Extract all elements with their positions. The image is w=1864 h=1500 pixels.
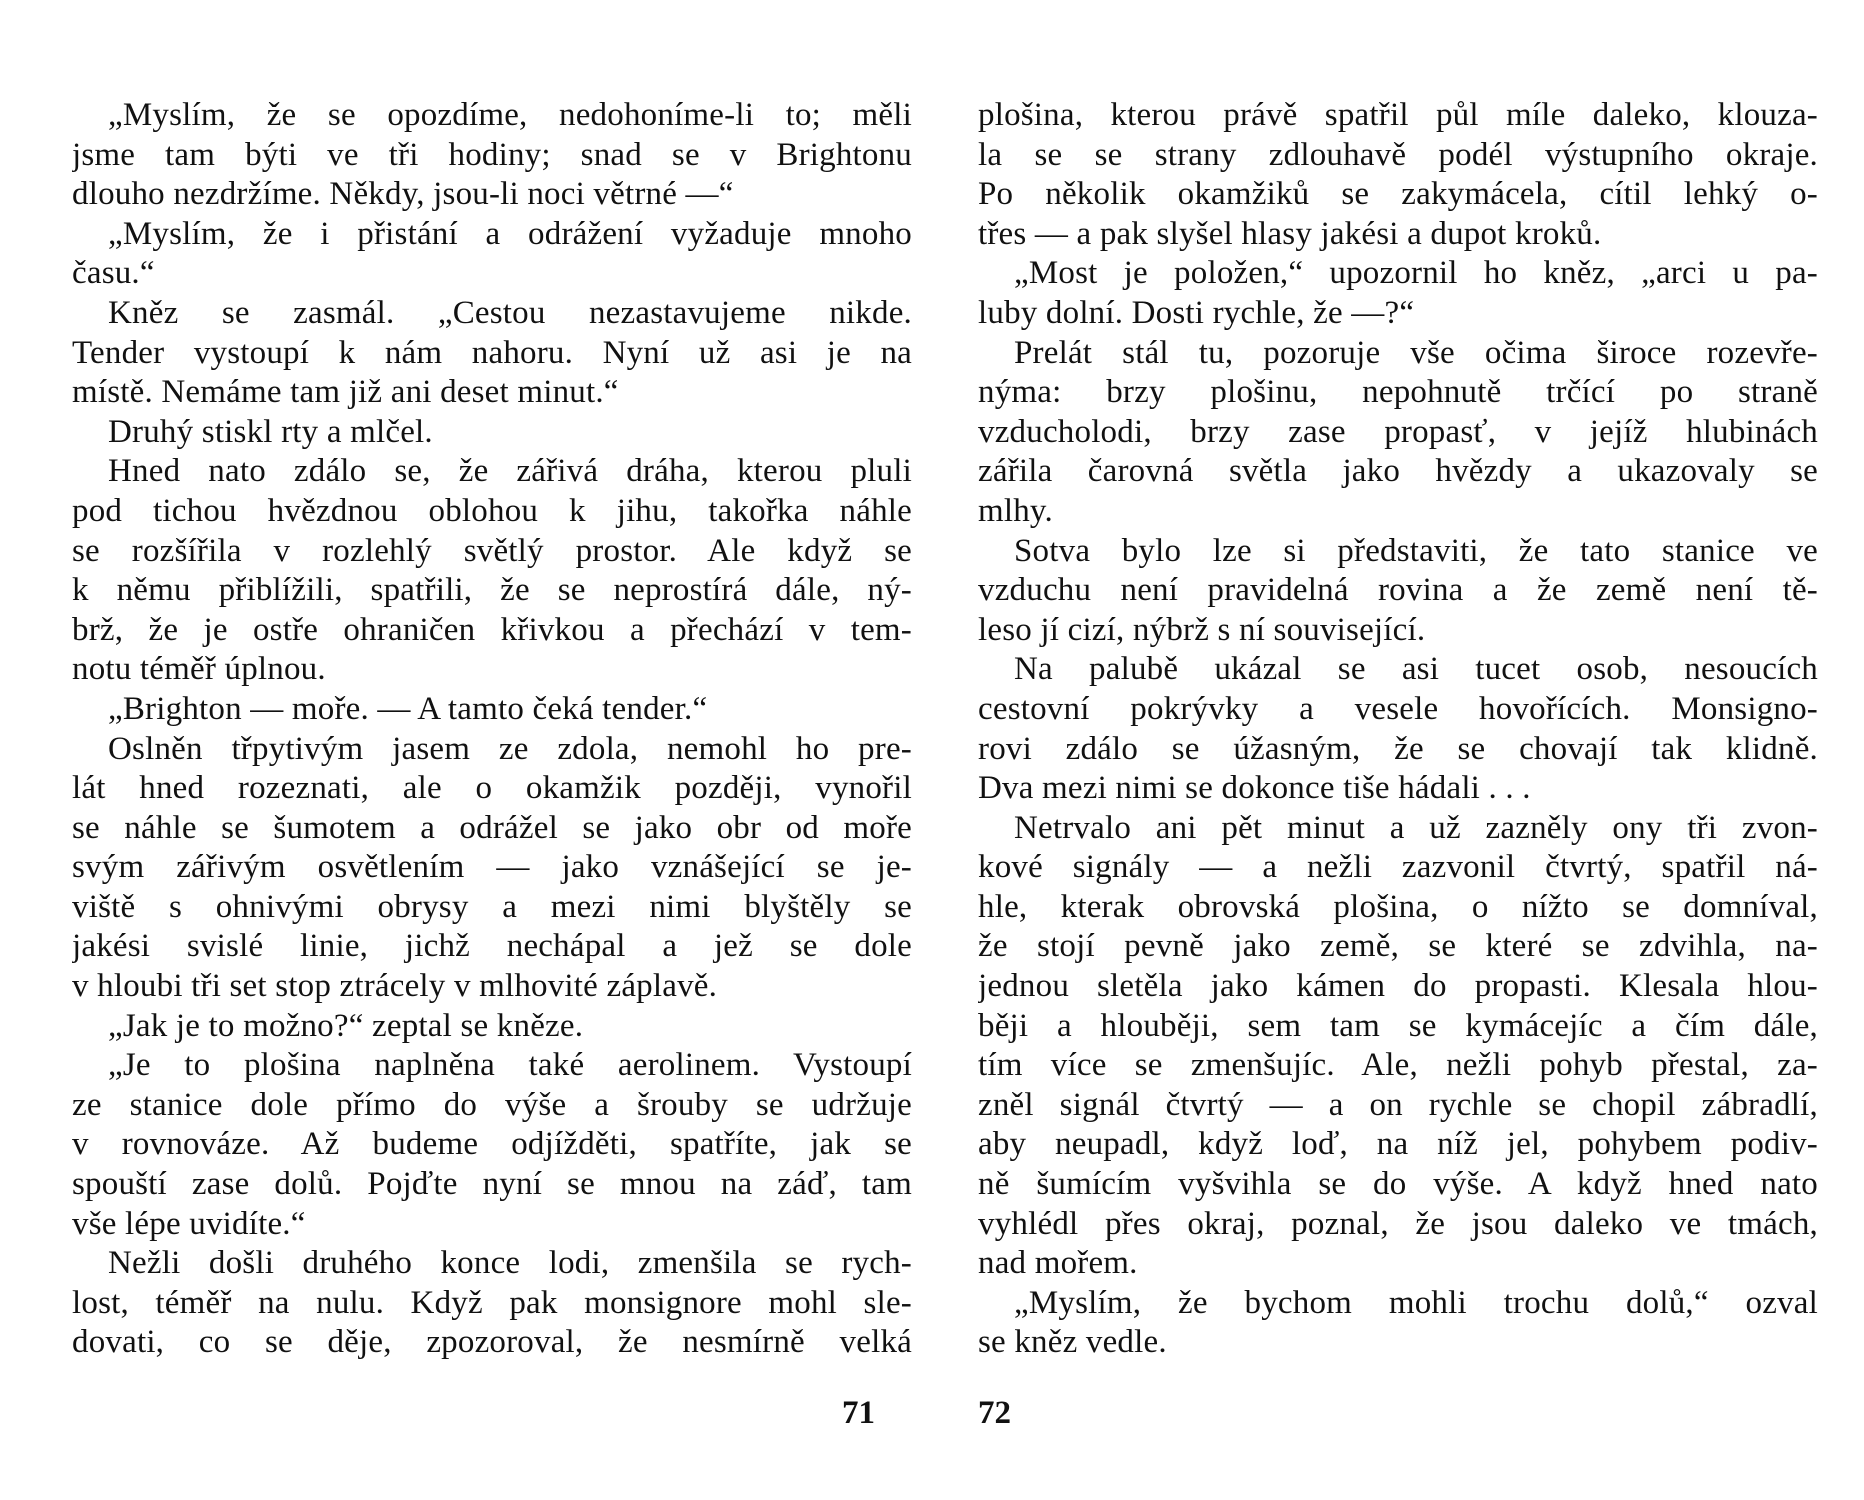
text-line: plošina, kterou právě spatřil půl míle daleko, klouza- bbox=[978, 97, 1818, 133]
text-line: v rovnováze. Až budeme odjížděti, spatříte, jak se bbox=[72, 1126, 912, 1163]
text-line: dovati, co se děje, zpozoroval, že nesmírně velká bbox=[72, 1324, 912, 1361]
text-line: nad mořem. bbox=[978, 1245, 1138, 1282]
text-line: Netrvalo ani pět minut a už zazněly ony tři zvon- bbox=[1014, 809, 1818, 846]
text-line: la se se strany zdlouhavě podél výstupního okraje. bbox=[978, 136, 1818, 173]
text-line: cestovní pokrývky a vesele hovořících. Monsigno- bbox=[978, 690, 1818, 727]
text-line: vyhlédl přes okraj, poznal, že jsou daleko ve tmách, bbox=[978, 1205, 1818, 1242]
text-line: vzducholodi, brzy zase propasť, v jejíž hlubinách bbox=[978, 413, 1818, 450]
text-line: Na palubě ukázal se asi tucet osob, nesoucích bbox=[1014, 651, 1818, 688]
right-page bbox=[978, 96, 1818, 1363]
text-line: Oslněn třpytivým jasem ze zdola, nemohl ho pre- bbox=[108, 730, 912, 767]
text-line: v hloubi tři set stop ztrácely v mlhovité záplavě. bbox=[72, 968, 718, 1005]
text-line: lost, téměř na nulu. Když pak monsignore mohl sle- bbox=[72, 1284, 912, 1321]
text-line: Kněz se zasmál. „Cestou nezastavujeme nikde. bbox=[108, 294, 912, 331]
text-line: „Most je položen,“ upozornil ho kněz, „arci u pa- bbox=[1014, 255, 1818, 292]
text-line: se kněz vedle. bbox=[978, 1324, 1167, 1361]
text-line: Prelát stál tu, pozoruje vše očima široce rozevře- bbox=[1014, 334, 1818, 371]
text-line: kové signály — a nežli zazvonil čtvrtý, spatřil ná- bbox=[978, 849, 1818, 886]
text-line: nýma: brzy plošinu, nepohnutě trčící po straně bbox=[978, 374, 1818, 411]
text-line: se rozšířila v rozlehlý světlý prostor. Ale když se bbox=[72, 532, 912, 569]
text-line: „Brighton — moře. — A tamto čeká tender.“ bbox=[108, 690, 708, 727]
text-line: notu téměř úplnou. bbox=[72, 651, 326, 688]
text-line: „Myslím, že i přistání a odrážení vyžaduje mnoho bbox=[108, 215, 912, 252]
text-line: se náhle se šumotem a odrážel se jako obr od moře bbox=[72, 809, 912, 846]
text-line: Po několik okamžiků se zakymácela, cítil lehký o- bbox=[978, 176, 1818, 213]
text-line: rovi zdálo se úžasným, že se chovají tak klidně. bbox=[978, 730, 1818, 767]
text-line: času.“ bbox=[72, 255, 155, 292]
text-line: jsme tam býti ve tři hodiny; snad se v Brightonu bbox=[72, 136, 912, 173]
text-line: že stojí pevně jako země, se které se zdvihla, na- bbox=[978, 928, 1818, 965]
page-number-right: 72 bbox=[978, 1395, 1011, 1431]
text-line: Nežli došli druhého konce lodi, zmenšila se rych- bbox=[108, 1245, 912, 1282]
text-line: mlhy. bbox=[978, 492, 1053, 529]
text-line: vše lépe uvidíte.“ bbox=[72, 1205, 306, 1242]
text-line: Dva mezi nimi se dokonce tiše hádali . . . bbox=[978, 770, 1531, 807]
text-line: Hned nato zdálo se, že zářivá dráha, kterou pluli bbox=[108, 453, 912, 490]
text-line: aby neupadl, když loď, na níž jel, pohybem podiv- bbox=[978, 1126, 1818, 1163]
text-line: Tender vystoupí k nám nahoru. Nyní už asi je na bbox=[72, 334, 912, 371]
text-line: brž, že je ostře ohraničen křivkou a přechází v tem- bbox=[72, 611, 912, 648]
text-line: leso jí cizí, nýbrž s ní související. bbox=[978, 611, 1426, 648]
text-line: jednou sletěla jako kámen do propasti. Klesala hlou- bbox=[978, 968, 1818, 1005]
text-line: viště s ohnivými obrysy a mezi nimi blyštěly se bbox=[72, 888, 912, 925]
text-line: „Myslím, že bychom mohli trochu dolů,“ ozval bbox=[1014, 1284, 1818, 1321]
text-line: běji a hlouběji, sem tam se kymácejíc a čím dále, bbox=[978, 1007, 1818, 1044]
text-line: místě. Nemáme tam již ani deset minut.“ bbox=[72, 374, 619, 411]
text-line: pod tichou hvězdnou oblohou k jihu, takořka náhle bbox=[72, 492, 912, 529]
text-line: dlouho nezdržíme. Někdy, jsou-li noci větrné —“ bbox=[72, 176, 734, 213]
text-line: zářila čarovná světla jako hvězdy a ukazovaly se bbox=[978, 453, 1818, 490]
text-line: svým zářivým osvětlením — jako vznášející se je- bbox=[72, 849, 912, 886]
text-line: jakési svislé linie, jichž nechápal a jež se dole bbox=[72, 928, 912, 965]
text-line: „Myslím, že se opozdíme, nedohoníme-li to; měli bbox=[108, 97, 912, 133]
text-line: lát hned rozeznati, ale o okamžik později, vynořil bbox=[72, 770, 912, 807]
text-line: Druhý stiskl rty a mlčel. bbox=[108, 413, 433, 450]
text-line: hle, kterak obrovská plošina, o nížto se domníval, bbox=[978, 888, 1818, 925]
text-line: vzduchu není pravidelná rovina a že země není tě- bbox=[978, 572, 1818, 609]
text-line: třes — a pak slyšel hlasy jakési a dupot kroků. bbox=[978, 215, 1602, 252]
text-line: Sotva bylo lze si představiti, že tato stanice ve bbox=[1014, 532, 1818, 569]
text-line: „Je to plošina naplněna také aerolinem. Vystoupí bbox=[108, 1047, 912, 1084]
text-line: spouští zase dolů. Pojďte nyní se mnou na záď, tam bbox=[72, 1166, 912, 1203]
page-number-left: 71 bbox=[842, 1395, 875, 1431]
text-line: luby dolní. Dosti rychle, že —?“ bbox=[978, 294, 1415, 331]
text-line: k němu přiblížili, spatřili, že se neprostírá dále, ný- bbox=[72, 572, 912, 609]
text-line: ze stanice dole přímo do výše a šrouby se udržuje bbox=[72, 1086, 912, 1123]
text-line: tím více se zmenšujíc. Ale, nežli pohyb přestal, za- bbox=[978, 1047, 1818, 1084]
text-line: „Jak je to možno?“ zeptal se kněze. bbox=[108, 1007, 584, 1044]
text-line: ně šumícím vyšvihla se do výše. A když hned nato bbox=[978, 1166, 1818, 1203]
left-page bbox=[72, 96, 912, 1363]
text-line: zněl signál čtvrtý — a on rychle se chopil zábradlí, bbox=[978, 1086, 1818, 1123]
